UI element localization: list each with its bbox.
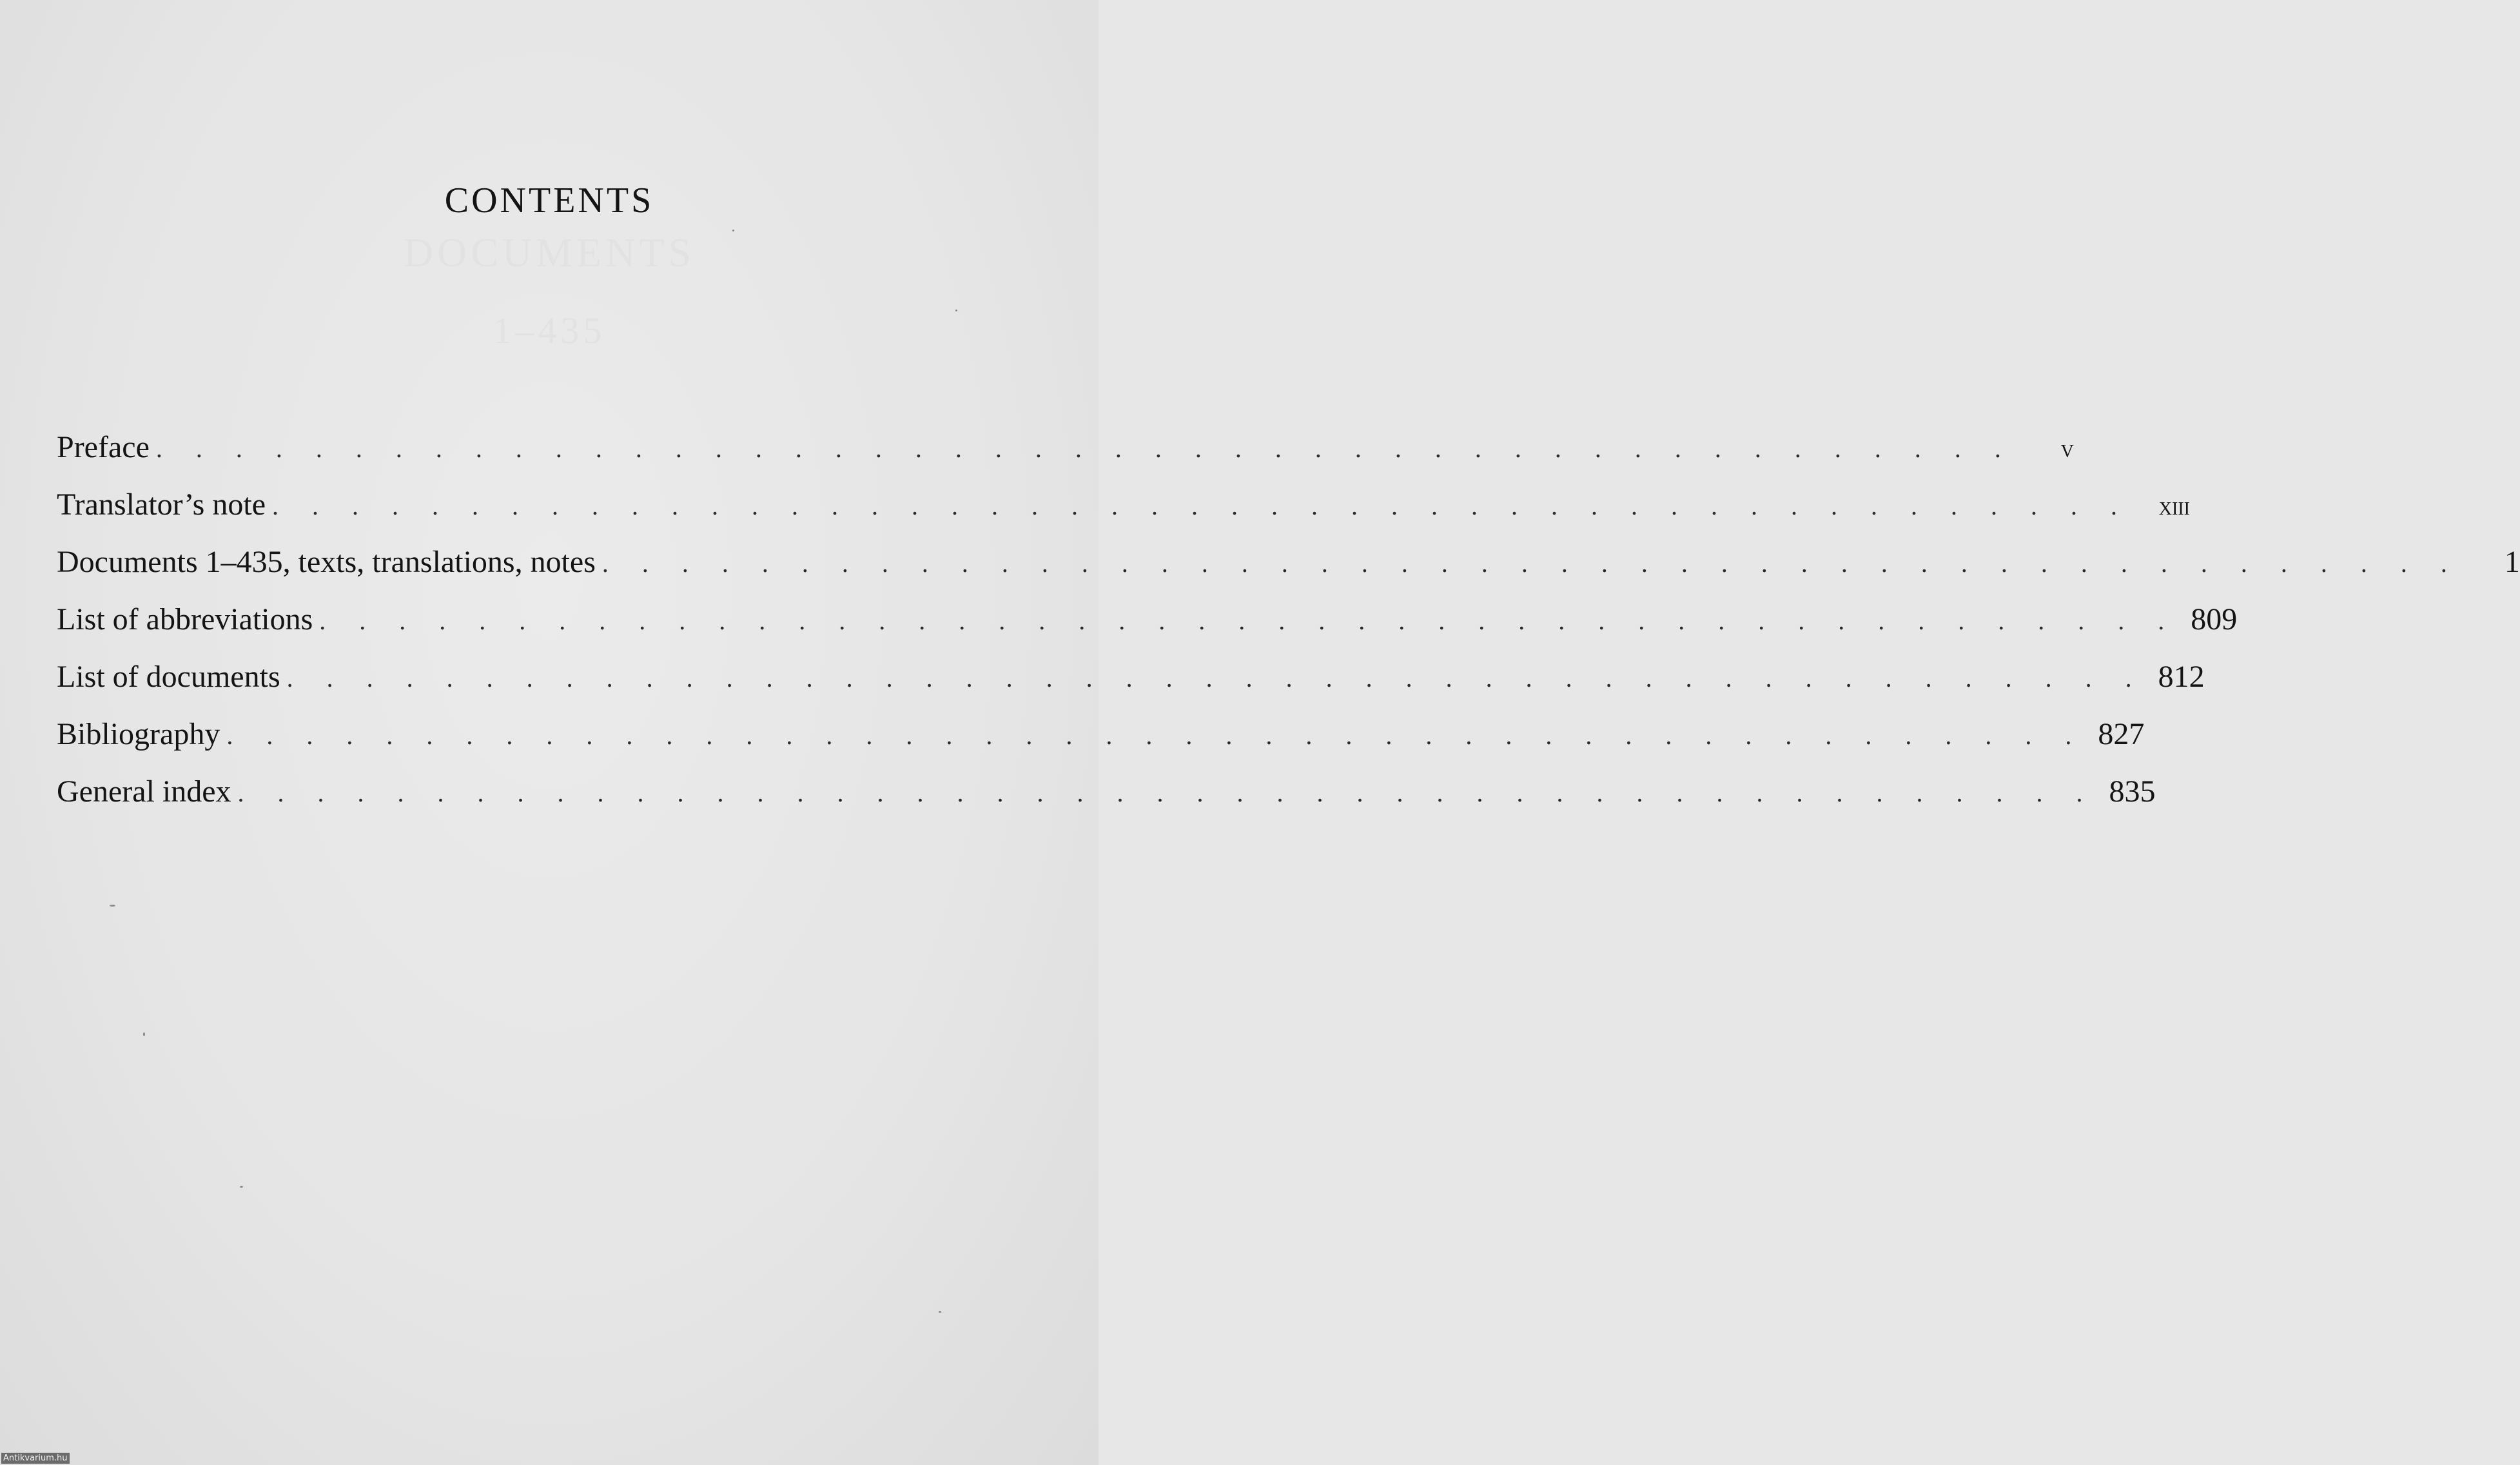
toc-entry-page: 827 (2098, 717, 2145, 751)
page-title: CONTENTS (444, 181, 654, 221)
dot-leader: . . . . . . . . . . . . . . . . . . . . . . . . . . . . . . . . . . . . . . . . . . . . . . . (286, 664, 2145, 693)
toc-entry-label: List of documents (57, 660, 280, 694)
dot-leader: . . . . . . . . . . . . . . . . . . . . . . . . . . . . . . . . . . . . . . . . . . . . . . . (601, 549, 2461, 578)
toc-entry-label: Documents 1–435, texts, translations, notes (57, 545, 596, 579)
dot-leader: . . . . . . . . . . . . . . . . . . . . . . . . . . . . . . . . . . . . . . . . . . . . . . . (272, 491, 2131, 520)
toc-entry-label: Translator’s note (57, 487, 266, 522)
paper-speck (732, 230, 734, 231)
toc-entry-documents (57, 545, 2520, 604)
toc-entry-general-index (57, 774, 2156, 834)
paper-speck (955, 310, 957, 311)
show-through-range: 1–435 (493, 310, 606, 351)
toc-entry-page: 812 (2158, 660, 2205, 694)
show-through-title: DOCUMENTS (403, 230, 696, 275)
dot-leader: . . . . . . . . . . . . . . . . . . . . . . . . . . . . . . . . . . . . . . . . . . . . . . . (237, 778, 2096, 807)
paper-speck (143, 1032, 145, 1036)
toc-entry-translators-note (57, 487, 2190, 547)
dot-leader: . . . . . . . . . . . . . . . . . . . . . . . . . . . . . . . . . . . . . . . . . . . . . . . (319, 606, 2178, 635)
watermark-logo: Antikvarium.hu (1, 1453, 70, 1464)
toc-entry-label: Bibliography (57, 717, 220, 751)
dot-leader: . . . . . . . . . . . . . . . . . . . . . . . . . . . . . . . . . . . . . . . . . . . . . . . (155, 434, 2015, 463)
toc-entry-page: v (2060, 434, 2074, 463)
paper-speck (240, 1186, 243, 1188)
toc-entry-label: Preface (57, 430, 150, 464)
paper-speck (110, 905, 115, 907)
toc-entry-page: xiii (2158, 491, 2190, 520)
toc-entry-abbreviations (57, 602, 2238, 662)
toc-entry-page: 1 (2504, 545, 2520, 579)
toc-entry-page: 809 (2191, 602, 2238, 636)
toc-entry-bibliography (57, 717, 2145, 776)
toc-entry-list-of-documents (57, 660, 2205, 719)
toc-entry-preface (57, 430, 2074, 489)
dot-leader: . . . . . . . . . . . . . . . . . . . . . . . . . . . . . . . . . . . . . . . . . . . . . . . (226, 721, 2085, 750)
toc-entry-page: 835 (2109, 774, 2156, 809)
toc-entry-label: General index (57, 774, 231, 809)
toc-entry-label: List of abbreviations (57, 602, 313, 636)
table-of-contents (57, 430, 2520, 834)
paper-speck (939, 1311, 941, 1313)
